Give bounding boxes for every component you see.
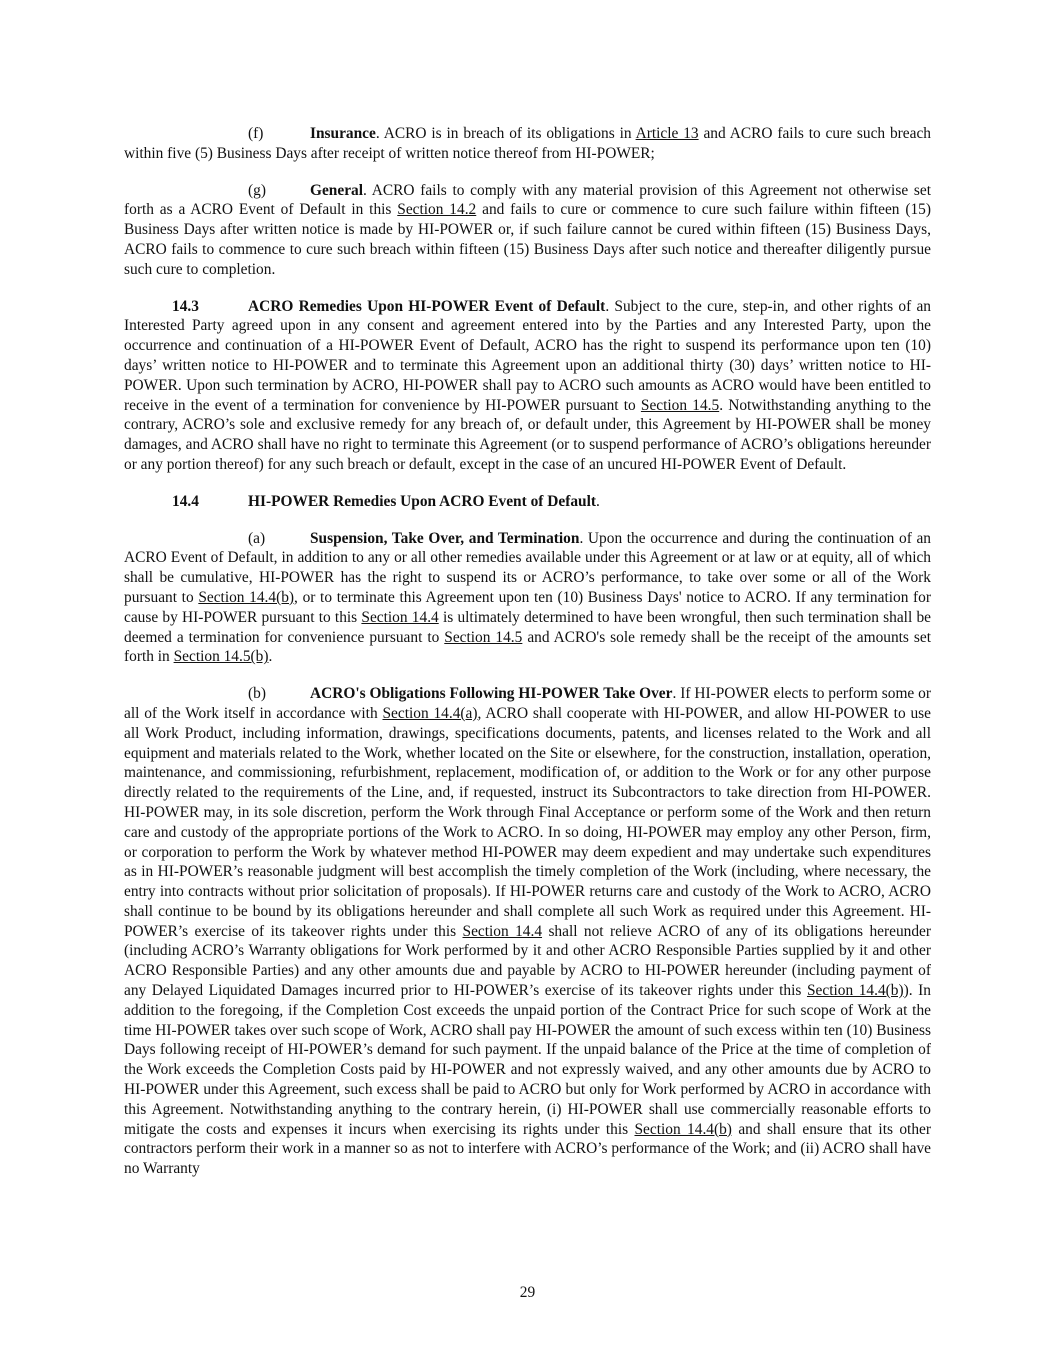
cross-reference: Section 14.5(b) <box>173 648 269 666</box>
paragraph-b <box>124 684 931 1179</box>
paragraph-f <box>124 124 931 164</box>
body-text: , or to terminate this Agreement upon ten (10) Business Days' notice to ACRO. If any termination for cause by HI-POWER pursuant to this <box>124 588 932 626</box>
paragraph-label: (b) <box>248 685 266 703</box>
body-text: is ultimately determined to have been wrongful, then such termination shall be deemed a termination for convenience pursuant to <box>124 608 931 646</box>
body-text: ). In addition to the foregoing, if the Completion Cost exceeds the unpaid portion of the Contract Price for such scope of Work at the time HI-POWER takes over such scope of Work, ACRO shall pay HI-POWER the amount of such excess within ten (10) Business Days following receipt of HI-POWER’s demand for such payment. If the unpaid balance of the Price at the time of completion of the Work exceeds the Completion Costs paid by HI-POWER and not expressly waived, and any other amounts due by ACRO to HI-POWER under this Agreement, such excess shall be paid to ACRO but only for Work performed by ACRO in accordance with this Agreement. Notwithstanding anything to the contrary herein, (i) HI-POWER shall use commercially reasonable efforts to mitigate the costs and expenses it incurs when exercising its rights under this <box>124 982 931 1138</box>
heading-text: ACRO Remedies Upon HI-POWER Event of Default <box>248 297 606 315</box>
body-text: . <box>596 492 600 510</box>
paragraph-label: (f) <box>248 125 264 142</box>
body-text: and ACRO fails to cure such breach within five (5) Business Days after receipt of written notice thereof from HI-POWER; <box>124 125 931 162</box>
body-text: . Upon the occurrence and during the continuation of an ACRO Event of Default, in addition to any or all other remedies available under this Agreement or at law or at equity, all of which shall be cumulative, HI-POWER has the right to suspend its or ACRO’s performance, to take over some or all of the Work pursuant to <box>124 529 931 606</box>
cross-reference: Article 13 <box>635 125 699 142</box>
heading-text: Suspension, Take Over, and Termination <box>310 529 580 547</box>
page-number: 29 <box>519 1284 536 1301</box>
body-text: . If HI-POWER elects to perform some or all of the Work itself in accordance with <box>124 685 931 722</box>
body-text: and ACRO's sole remedy shall be the receipt of the amounts set forth in <box>124 628 931 666</box>
body-text: . <box>268 648 273 666</box>
body-text: and shall ensure that its other contractors perform their work in a manner so as not to interfere with ACRO’s performance of the Work; and (ii) ACRO shall have no Warranty <box>124 1120 931 1178</box>
paragraph-g <box>124 181 931 280</box>
cross-reference: Section 14.4 <box>361 608 439 626</box>
heading-text: General <box>310 181 363 199</box>
paragraph-label: 14.4 <box>172 492 199 510</box>
paragraph-a <box>124 529 931 668</box>
heading-text: ACRO's Obligations Following HI-POWER Take Over <box>310 685 673 703</box>
body-text: , ACRO shall cooperate with HI-POWER, and allow HI-POWER to use all Work Product, including information, drawings, specifications documents, patents, and licenses related to the Work and all equipment and materials related to the Work, whether located on the Site or elsewhere, for the construction, installation, operation, maintenance, and commissioning, refurbishment, replacement, modification of, or addition to the Work or for any other purpose directly related to the requirements of the Line, and, if requested, instruct its Subcontractors to take direction from HI-POWER. HI-POWER may, in its sole discretion, perform the Work through Final Acceptance or perform some of the Work and then return care and custody of the appropriate portions of the Work to ACRO. In so doing, HI-POWER may employ any other Person, firm, or corporation to perform the Work by whatever method HI-POWER may deem expedient and may undertake such expenditures as in HI-POWER’s reasonable judgment will best accomplish the timely completion of the Work (including, where necessary, the entry into contracts without prior solicitation of proposals). If HI-POWER returns care and custody of the Work to ACRO, ACRO shall continue to be bound by its obligations hereunder and shall complete all such Work as required under this Agreement. HI-POWER’s exercise of its takeover rights under this <box>124 704 932 940</box>
cross-reference: Section 14.4(b) <box>198 588 295 606</box>
paragraph-label: (g) <box>248 181 266 199</box>
cross-reference: Section 14.5 <box>640 396 720 414</box>
body-text: . Subject to the cure, step-in, and other rights of an Interested Party agreed upon in any consent and agreement entered into by the Parties and any Interested Party, upon the occurrence and continuation of a HI-POWER Event of Default, ACRO has the right to suspend its performance upon ten (10) days’ written notice to HI-POWER and to terminate this Agreement upon an additional thirty (30) days’ written notice to HI-POWER. Upon such termination by ACRO, HI-POWER shall pay to ACRO such amounts as ACRO would have been entitled to receive in the event of a termination for convenience by HI-POWER pursuant to <box>124 297 932 414</box>
document-page <box>124 124 931 1179</box>
cross-reference: Section 14.2 <box>397 201 477 219</box>
body-text: . Notwithstanding anything to the contrary, ACRO’s sole and exclusive remedy for any breach of, or default under, this Agreement by HI-POWER shall be money damages, and ACRO shall have no right to terminate this Agreement (or to suspend performance of ACRO’s obligations hereunder or any portion thereof) for any such breach or default, except in the case of an uncured HI-POWER Event of Default. <box>124 396 931 473</box>
paragraph-label: (a) <box>248 529 266 547</box>
paragraph-14-4 <box>124 492 931 512</box>
body-text: shall not relieve ACRO of any of its obligations hereunder (including ACRO’s Warranty obligations for Work performed by it and other ACRO Responsible Parties supplied by it and other ACRO Responsible Parties) and any other amounts due and payable by ACRO to HI-POWER hereunder (including payment of any Delayed Liquidated Damages incurred prior to HI-POWER’s exercise of its takeover rights under this <box>124 922 931 1000</box>
cross-reference: Section 14.4 <box>462 922 543 940</box>
cross-reference: Section 14.4(a) <box>382 704 478 722</box>
heading-text: Insurance <box>310 125 376 142</box>
body-text: . ACRO is in breach of its obligations in <box>375 125 636 142</box>
cross-reference: Section 14.5 <box>444 628 523 646</box>
heading-text: HI-POWER Remedies Upon ACRO Event of Default <box>248 492 596 510</box>
cross-reference: Section 14.4(b) <box>634 1120 732 1138</box>
cross-reference: Section 14.4(b) <box>806 982 904 1000</box>
body-text: . ACRO fails to comply with any material provision of this Agreement not otherwise set forth as a ACRO Event of Default in this <box>124 181 931 219</box>
body-text: and fails to cure or commence to cure such failure within fifteen (15) Business Days after written notice is made by HI-POWER or, if such failure cannot be cured within fifteen (15) Business Days, ACRO fails to commence to cure such breach within fifteen (15) Business Days after such notice and thereafter diligently pursue such cure to completion. <box>124 201 932 278</box>
paragraph-label: 14.3 <box>172 297 199 315</box>
paragraph-14-3 <box>124 297 931 475</box>
document-body <box>124 124 931 1179</box>
